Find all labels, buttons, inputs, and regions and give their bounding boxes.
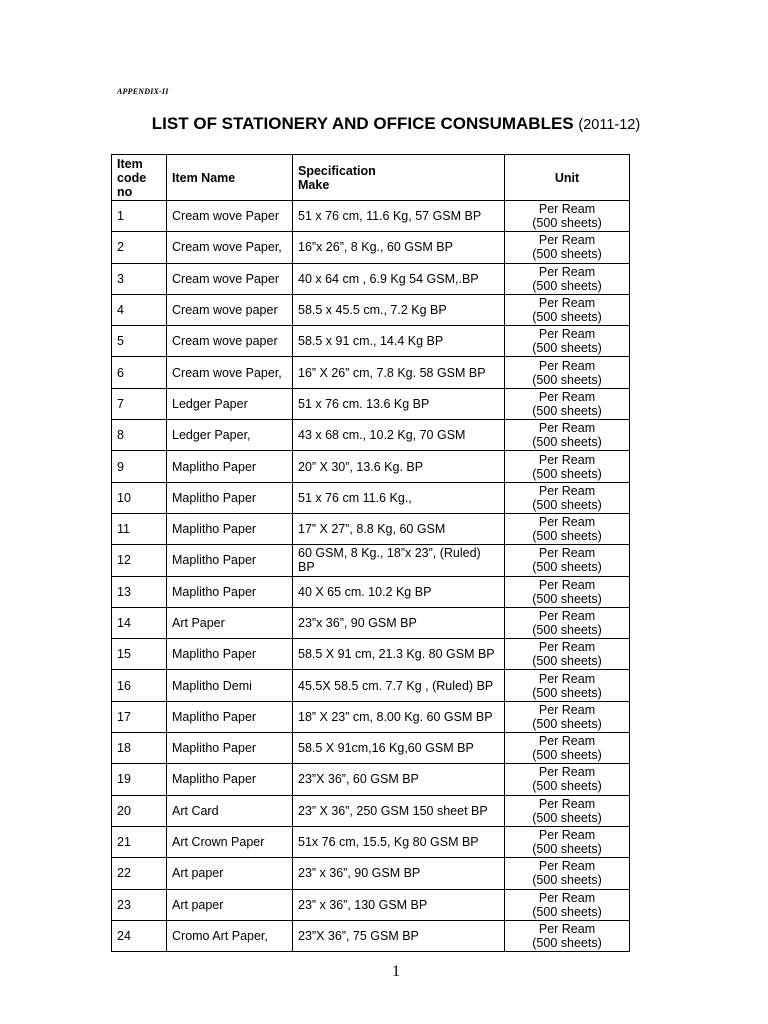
item-code-cell: 12	[112, 545, 167, 576]
unit-line: Per Ream	[538, 327, 596, 342]
specification-cell: 58.5 x 45.5 cm., 7.2 Kg BP	[293, 294, 505, 325]
item-code-cell: 21	[112, 826, 167, 857]
item-name-cell: Maplitho Paper	[167, 764, 293, 795]
unit-line: Per Ream	[538, 828, 596, 843]
unit-line: (500 sheets)	[532, 560, 602, 575]
item-name-cell: Maplitho Paper	[167, 639, 293, 670]
item-name-cell: Cream wove paper	[167, 294, 293, 325]
unit-line: (500 sheets)	[532, 278, 602, 293]
unit-line: Per Ream	[538, 609, 596, 623]
item-code-cell: 17	[112, 701, 167, 732]
unit-cell	[505, 607, 630, 638]
table-row	[112, 701, 630, 732]
table-row	[112, 545, 630, 576]
specification-cell: 23” x 36”, 130 GSM BP	[293, 889, 505, 920]
page-number: 1	[392, 963, 400, 980]
item-code-cell: 10	[112, 482, 167, 513]
unit-line: (500 sheets)	[532, 623, 602, 637]
unit-cell	[505, 826, 630, 857]
unit-line: Per Ream	[538, 734, 596, 749]
item-code-cell: 18	[112, 733, 167, 764]
unit-line: (500 sheets)	[532, 810, 602, 825]
unit-line: Per Ream	[538, 765, 596, 780]
specification-cell: 51 x 76 cm. 13.6 Kg BP	[293, 388, 505, 419]
item-code-cell: 4	[112, 294, 167, 325]
table-row	[112, 920, 630, 951]
item-code-cell: 11	[112, 513, 167, 544]
header-item-name: Item Name	[167, 155, 293, 201]
unit-cell	[505, 576, 630, 607]
item-name-cell: Cream wove paper	[167, 326, 293, 357]
specification-cell: 51 x 76 cm, 11.6 Kg, 57 GSM BP	[293, 201, 505, 232]
unit-cell	[505, 545, 630, 576]
table-row	[112, 388, 630, 419]
header-item-code-line: code	[117, 170, 147, 185]
unit-line: (500 sheets)	[532, 654, 602, 669]
item-name-cell: Maplitho Paper	[167, 701, 293, 732]
table-row	[112, 294, 630, 325]
page-title-main: LIST OF STATIONERY AND OFFICE CONSUMABLES	[151, 114, 574, 133]
unit-line: Per Ream	[538, 921, 596, 936]
item-code-cell: 15	[112, 639, 167, 670]
item-name-cell: Maplitho Paper	[167, 482, 293, 513]
unit-cell	[505, 889, 630, 920]
item-name-cell: Cream wove Paper,	[167, 357, 293, 388]
stationery-table	[111, 154, 630, 952]
item-code-cell: 14	[112, 607, 167, 638]
unit-line: (500 sheets)	[532, 748, 602, 763]
table-row	[112, 889, 630, 920]
item-code-cell: 2	[112, 232, 167, 263]
specification-cell: 40 x 64 cm , 6.9 Kg 54 GSM,.BP	[293, 263, 505, 294]
unit-cell	[505, 764, 630, 795]
item-code-cell: 16	[112, 670, 167, 701]
unit-line: Per Ream	[538, 202, 596, 217]
item-code-cell: 3	[112, 263, 167, 294]
specification-cell: 23” x 36”, 90 GSM BP	[293, 858, 505, 889]
table-row	[112, 263, 630, 294]
item-code-cell: 6	[112, 357, 167, 388]
unit-line: (500 sheets)	[532, 403, 602, 418]
unit-cell	[505, 232, 630, 263]
item-code-cell: 22	[112, 858, 167, 889]
unit-line: Per Ream	[538, 452, 596, 467]
unit-cell	[505, 357, 630, 388]
unit-line: Per Ream	[538, 296, 596, 311]
table-row	[112, 670, 630, 701]
item-code-cell: 23	[112, 889, 167, 920]
item-name-cell: Cream wove Paper	[167, 263, 293, 294]
unit-line: (500 sheets)	[532, 904, 602, 919]
unit-line: (500 sheets)	[532, 842, 602, 857]
unit-line: (500 sheets)	[532, 779, 602, 794]
unit-line: (500 sheets)	[532, 310, 602, 325]
specification-cell: 58.5 X 91 cm, 21.3 Kg. 80 GSM BP	[293, 639, 505, 670]
item-name-cell: Cream wove Paper,	[167, 232, 293, 263]
unit-line: (500 sheets)	[532, 529, 602, 544]
unit-cell	[505, 294, 630, 325]
unit-line: (500 sheets)	[532, 341, 602, 356]
page-title	[0, 114, 768, 134]
unit-cell	[505, 482, 630, 513]
specification-cell: 23”x 36”, 90 GSM BP	[293, 607, 505, 638]
unit-line: Per Ream	[538, 515, 596, 530]
table-header-row	[112, 155, 630, 201]
item-name-cell: Art paper	[167, 889, 293, 920]
unit-cell	[505, 920, 630, 951]
unit-cell	[505, 420, 630, 451]
unit-line: Per Ream	[538, 358, 596, 373]
unit-line: (500 sheets)	[532, 372, 602, 387]
unit-cell	[505, 639, 630, 670]
item-name-cell: Cream wove Paper	[167, 201, 293, 232]
specification-cell: 45.5X 58.5 cm. 7.7 Kg , (Ruled) BP	[293, 670, 505, 701]
unit-line: (500 sheets)	[532, 716, 602, 731]
item-name-cell: Art paper	[167, 858, 293, 889]
specification-cell: 16” X 26” cm, 7.8 Kg. 58 GSM BP	[293, 357, 505, 388]
unit-cell	[505, 858, 630, 889]
unit-cell	[505, 388, 630, 419]
table-row	[112, 826, 630, 857]
specification-cell: 20” X 30”, 13.6 Kg. BP	[293, 451, 505, 482]
unit-line: (500 sheets)	[532, 935, 602, 950]
table-row	[112, 733, 630, 764]
unit-cell	[505, 451, 630, 482]
unit-line: Per Ream	[538, 421, 596, 436]
item-code-cell: 7	[112, 388, 167, 419]
specification-cell: 58.5 x 91 cm., 14.4 Kg BP	[293, 326, 505, 357]
table-row	[112, 858, 630, 889]
item-code-cell: 19	[112, 764, 167, 795]
table-row	[112, 607, 630, 638]
unit-line: Per Ream	[538, 640, 596, 655]
page-title-year: (2011-12)	[578, 117, 641, 133]
unit-line: (500 sheets)	[532, 247, 602, 262]
table-row	[112, 576, 630, 607]
appendix-label: APPENDIX-II	[117, 87, 169, 96]
unit-line: (500 sheets)	[532, 873, 602, 888]
table-row	[112, 764, 630, 795]
unit-cell	[505, 670, 630, 701]
table-row	[112, 420, 630, 451]
item-code-cell: 5	[112, 326, 167, 357]
specification-cell: 23”X 36”, 75 GSM BP	[293, 920, 505, 951]
table-row	[112, 232, 630, 263]
unit-line: Per Ream	[538, 671, 596, 686]
unit-cell	[505, 326, 630, 357]
unit-line: (500 sheets)	[532, 591, 602, 606]
item-code-cell: 13	[112, 576, 167, 607]
item-name-cell: Art Card	[167, 795, 293, 826]
unit-line: Per Ream	[538, 796, 596, 811]
item-code-cell: 20	[112, 795, 167, 826]
specification-cell: 43 x 68 cm., 10.2 Kg, 70 GSM	[293, 420, 505, 451]
header-unit: Unit	[505, 155, 630, 201]
specification-cell: 17” X 27”, 8.8 Kg, 60 GSM	[293, 513, 505, 544]
header-item-code	[112, 155, 167, 201]
table-row	[112, 451, 630, 482]
unit-cell	[505, 795, 630, 826]
specification-cell: 60 GSM, 8 Kg., 18”x 23”, (Ruled) BP	[293, 545, 505, 576]
unit-line: Per Ream	[538, 890, 596, 905]
unit-line: Per Ream	[538, 483, 596, 498]
table-row	[112, 513, 630, 544]
table-row	[112, 201, 630, 232]
specification-cell: 23” X 36”, 250 GSM 150 sheet BP	[293, 795, 505, 826]
unit-line: (500 sheets)	[532, 216, 602, 231]
specification-cell: 16”x 26”, 8 Kg., 60 GSM BP	[293, 232, 505, 263]
table-row	[112, 795, 630, 826]
unit-line: (500 sheets)	[532, 685, 602, 700]
table-row	[112, 326, 630, 357]
unit-line: (500 sheets)	[532, 466, 602, 481]
header-item-code-line: no	[117, 184, 133, 199]
item-name-cell: Art Crown Paper	[167, 826, 293, 857]
item-name-cell: Ledger Paper,	[167, 420, 293, 451]
item-name-cell: Maplitho Paper	[167, 513, 293, 544]
specification-cell: 40 X 65 cm. 10.2 Kg BP	[293, 576, 505, 607]
unit-line: Per Ream	[538, 233, 596, 248]
unit-line: Per Ream	[538, 859, 596, 874]
unit-cell	[505, 201, 630, 232]
specification-cell: 51 x 76 cm 11.6 Kg.,	[293, 482, 505, 513]
item-code-cell: 8	[112, 420, 167, 451]
item-code-cell: 9	[112, 451, 167, 482]
item-code-cell: 24	[112, 920, 167, 951]
header-specification-line: Specification	[298, 163, 376, 178]
header-item-code-line: Item	[117, 156, 143, 171]
item-name-cell: Maplitho Paper	[167, 576, 293, 607]
item-name-cell: Maplitho Paper	[167, 733, 293, 764]
table-row	[112, 482, 630, 513]
specification-cell: 23”X 36”, 60 GSM BP	[293, 764, 505, 795]
specification-cell: 51x 76 cm, 15.5, Kg 80 GSM BP	[293, 826, 505, 857]
item-code-cell: 1	[112, 201, 167, 232]
unit-line: Per Ream	[538, 702, 596, 717]
specification-cell: 58.5 X 91cm,16 Kg,60 GSM BP	[293, 733, 505, 764]
unit-cell	[505, 733, 630, 764]
unit-line: Per Ream	[538, 389, 596, 404]
unit-line: Per Ream	[538, 577, 596, 592]
unit-line: (500 sheets)	[532, 435, 602, 450]
specification-cell: 18” X 23” cm, 8.00 Kg. 60 GSM BP	[293, 701, 505, 732]
unit-line: Per Ream	[538, 264, 596, 279]
unit-cell	[505, 513, 630, 544]
table-row	[112, 639, 630, 670]
unit-cell	[505, 701, 630, 732]
item-name-cell: Ledger Paper	[167, 388, 293, 419]
unit-cell	[505, 263, 630, 294]
item-name-cell: Art Paper	[167, 607, 293, 638]
item-name-cell: Maplitho Paper	[167, 545, 293, 576]
item-name-cell: Maplitho Demi	[167, 670, 293, 701]
unit-line: (500 sheets)	[532, 497, 602, 512]
item-name-cell: Maplitho Paper	[167, 451, 293, 482]
item-name-cell: Cromo Art Paper,	[167, 920, 293, 951]
unit-line: Per Ream	[538, 546, 596, 561]
header-specification-line: Make	[298, 177, 330, 192]
table-row	[112, 357, 630, 388]
header-specification	[293, 155, 505, 201]
